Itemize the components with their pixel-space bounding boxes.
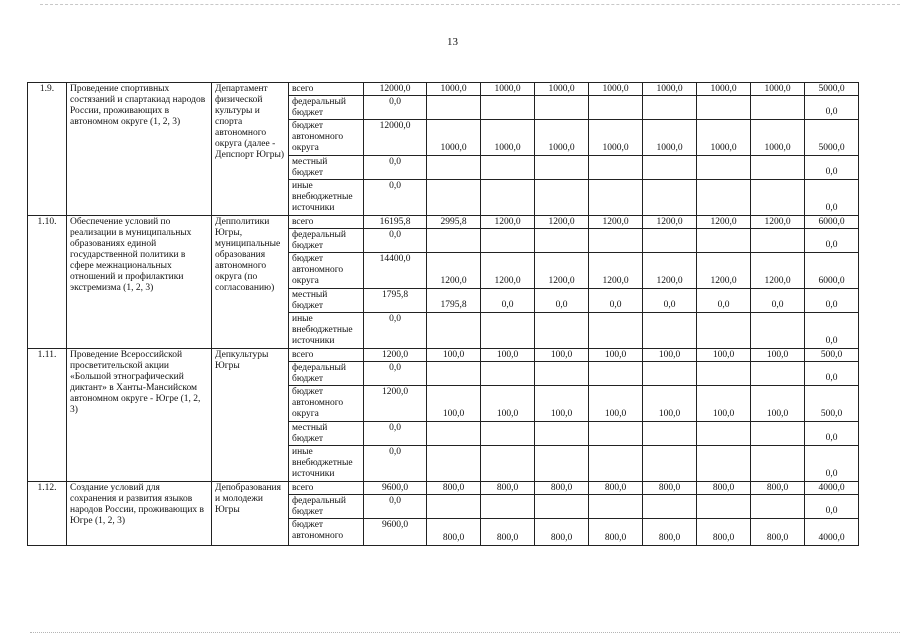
year-amount: 100,0 (751, 386, 805, 422)
final-period-amount: 0,0 (805, 495, 859, 519)
year-amount (643, 446, 697, 482)
year-amount (589, 96, 643, 120)
total-amount: 0,0 (364, 229, 427, 253)
total-amount: 9600,0 (364, 482, 427, 495)
total-amount: 14400,0 (364, 253, 427, 289)
year-amount: 1000,0 (751, 120, 805, 156)
year-amount (535, 180, 589, 216)
final-period-amount: 0,0 (805, 180, 859, 216)
total-amount: 0,0 (364, 96, 427, 120)
year-amount: 100,0 (427, 349, 481, 362)
final-period-amount: 0,0 (805, 446, 859, 482)
year-amount (697, 495, 751, 519)
funding-source-label: федеральный бюджет (289, 362, 364, 386)
year-amount: 1000,0 (481, 83, 535, 96)
total-amount: 0,0 (364, 313, 427, 349)
year-amount: 1000,0 (751, 83, 805, 96)
year-amount (697, 313, 751, 349)
funding-source-label: местный бюджет (289, 289, 364, 313)
year-amount (535, 229, 589, 253)
year-amount: 800,0 (697, 482, 751, 495)
year-amount (427, 229, 481, 253)
year-amount (427, 446, 481, 482)
year-amount: 800,0 (643, 482, 697, 495)
funding-source-label: федеральный бюджет (289, 229, 364, 253)
year-amount: 0,0 (535, 289, 589, 313)
year-amount: 1000,0 (535, 120, 589, 156)
year-amount (535, 495, 589, 519)
year-amount (535, 313, 589, 349)
funding-source-label: всего (289, 349, 364, 362)
year-amount: 1200,0 (697, 253, 751, 289)
scan-artifact-bottom (30, 632, 900, 634)
year-amount: 1000,0 (589, 120, 643, 156)
final-period-amount: 0,0 (805, 362, 859, 386)
year-amount (589, 156, 643, 180)
year-amount: 1200,0 (481, 216, 535, 229)
year-amount (427, 495, 481, 519)
year-amount (697, 422, 751, 446)
year-amount (427, 156, 481, 180)
year-amount: 800,0 (427, 482, 481, 495)
year-amount: 1000,0 (697, 83, 751, 96)
responsible-executor: Депобразования и молодежи Югры (212, 482, 289, 546)
year-amount (481, 229, 535, 253)
total-amount: 0,0 (364, 180, 427, 216)
activity-number: 1.9. (28, 83, 67, 216)
final-period-amount: 500,0 (805, 349, 859, 362)
funding-source-label: бюджет автономного округа (289, 253, 364, 289)
year-amount: 1200,0 (535, 216, 589, 229)
year-amount: 100,0 (697, 349, 751, 362)
year-amount (697, 446, 751, 482)
total-amount: 9600,0 (364, 519, 427, 546)
year-amount (751, 180, 805, 216)
year-amount: 100,0 (751, 349, 805, 362)
year-amount (751, 156, 805, 180)
year-amount (643, 362, 697, 386)
year-amount: 100,0 (427, 386, 481, 422)
year-amount: 1200,0 (751, 216, 805, 229)
year-amount (589, 313, 643, 349)
funding-source-label: всего (289, 216, 364, 229)
year-amount (589, 180, 643, 216)
year-amount (589, 362, 643, 386)
year-amount: 100,0 (697, 386, 751, 422)
table-row (28, 83, 859, 96)
year-amount (535, 362, 589, 386)
year-amount (751, 422, 805, 446)
year-amount: 1200,0 (751, 253, 805, 289)
activity-number: 1.11. (28, 349, 67, 482)
final-period-amount: 4000,0 (805, 519, 859, 546)
funding-source-label: федеральный бюджет (289, 495, 364, 519)
year-amount (751, 313, 805, 349)
year-amount (481, 446, 535, 482)
year-amount (697, 180, 751, 216)
year-amount: 100,0 (535, 386, 589, 422)
total-amount: 0,0 (364, 422, 427, 446)
year-amount: 100,0 (481, 349, 535, 362)
final-period-amount: 5000,0 (805, 120, 859, 156)
total-amount: 0,0 (364, 495, 427, 519)
final-period-amount: 500,0 (805, 386, 859, 422)
year-amount (427, 362, 481, 386)
year-amount (589, 495, 643, 519)
year-amount: 800,0 (643, 519, 697, 546)
year-amount (427, 422, 481, 446)
year-amount: 1200,0 (643, 216, 697, 229)
final-period-amount: 4000,0 (805, 482, 859, 495)
funding-source-label: иные внебюджетные источники (289, 180, 364, 216)
total-amount: 1795,8 (364, 289, 427, 313)
table-row (28, 216, 859, 229)
final-period-amount: 0,0 (805, 313, 859, 349)
year-amount (751, 229, 805, 253)
year-amount (481, 313, 535, 349)
year-amount (535, 422, 589, 446)
year-amount: 1000,0 (589, 83, 643, 96)
year-amount: 1795,8 (427, 289, 481, 313)
year-amount (643, 313, 697, 349)
final-period-amount: 0,0 (805, 289, 859, 313)
total-amount: 16195,8 (364, 216, 427, 229)
year-amount (643, 495, 697, 519)
final-period-amount: 5000,0 (805, 83, 859, 96)
year-amount (643, 156, 697, 180)
year-amount (697, 156, 751, 180)
year-amount (427, 313, 481, 349)
year-amount (643, 180, 697, 216)
page-number: 13 (447, 36, 458, 48)
year-amount: 0,0 (751, 289, 805, 313)
year-amount: 1200,0 (535, 253, 589, 289)
year-amount (481, 495, 535, 519)
year-amount: 800,0 (589, 519, 643, 546)
year-amount: 100,0 (643, 349, 697, 362)
year-amount (427, 96, 481, 120)
total-amount: 0,0 (364, 156, 427, 180)
year-amount: 1200,0 (589, 253, 643, 289)
year-amount: 800,0 (535, 519, 589, 546)
total-amount: 1200,0 (364, 349, 427, 362)
total-amount: 0,0 (364, 362, 427, 386)
year-amount (481, 180, 535, 216)
funding-source-label: всего (289, 83, 364, 96)
year-amount: 800,0 (589, 482, 643, 495)
year-amount: 1000,0 (481, 120, 535, 156)
year-amount: 1200,0 (589, 216, 643, 229)
funding-source-label: иные внебюджетные источники (289, 446, 364, 482)
year-amount (535, 446, 589, 482)
year-amount: 800,0 (751, 519, 805, 546)
activity-name: Проведение Всероссийской просветительской акции «Большой этнографический диктант» в Ханты-Мансийском автономном округе - Югре (1, 2, 3) (67, 349, 212, 482)
year-amount (751, 446, 805, 482)
activity-name: Создание условий для сохранения и развития языков народов России, проживающих в Югре (1, 2, 3) (67, 482, 212, 546)
year-amount (427, 180, 481, 216)
total-amount: 12000,0 (364, 83, 427, 96)
year-amount (697, 96, 751, 120)
funding-source-label: иные внебюджетные источники (289, 313, 364, 349)
table-row (28, 482, 859, 495)
year-amount (481, 96, 535, 120)
scan-artifact-top (40, 4, 900, 6)
year-amount (589, 446, 643, 482)
year-amount: 800,0 (535, 482, 589, 495)
year-amount: 1200,0 (427, 253, 481, 289)
year-amount (751, 362, 805, 386)
year-amount: 800,0 (427, 519, 481, 546)
funding-source-label: местный бюджет (289, 422, 364, 446)
year-amount (481, 362, 535, 386)
final-period-amount: 0,0 (805, 422, 859, 446)
final-period-amount: 6000,0 (805, 216, 859, 229)
year-amount (697, 362, 751, 386)
year-amount (751, 96, 805, 120)
year-amount: 1000,0 (643, 83, 697, 96)
year-amount: 0,0 (589, 289, 643, 313)
year-amount: 100,0 (481, 386, 535, 422)
year-amount (697, 229, 751, 253)
year-amount: 0,0 (697, 289, 751, 313)
year-amount: 800,0 (481, 519, 535, 546)
year-amount (751, 495, 805, 519)
year-amount (589, 422, 643, 446)
year-amount: 100,0 (589, 386, 643, 422)
year-amount: 1000,0 (427, 120, 481, 156)
final-period-amount: 0,0 (805, 96, 859, 120)
activity-name: Обеспечение условий по реализации в муниципальных образованиях единой государственной политики в сфере межнациональных отношений и профилактики экстремизма (1, 2, 3) (67, 216, 212, 349)
year-amount (535, 156, 589, 180)
year-amount: 0,0 (643, 289, 697, 313)
funding-source-label: бюджет автономного (289, 519, 364, 546)
year-amount (589, 229, 643, 253)
year-amount: 800,0 (481, 482, 535, 495)
year-amount: 1000,0 (697, 120, 751, 156)
year-amount: 2995,8 (427, 216, 481, 229)
activity-number: 1.12. (28, 482, 67, 546)
funding-source-label: бюджет автономного округа (289, 120, 364, 156)
year-amount (481, 156, 535, 180)
year-amount: 100,0 (643, 386, 697, 422)
year-amount: 800,0 (751, 482, 805, 495)
year-amount: 1000,0 (535, 83, 589, 96)
responsible-executor: Депполитики Югры, муниципальные образования автономного округа (по согласованию) (212, 216, 289, 349)
year-amount (643, 422, 697, 446)
final-period-amount: 6000,0 (805, 253, 859, 289)
funding-source-label: федеральный бюджет (289, 96, 364, 120)
year-amount (481, 422, 535, 446)
year-amount (643, 96, 697, 120)
final-period-amount: 0,0 (805, 229, 859, 253)
funding-source-label: местный бюджет (289, 156, 364, 180)
funding-source-label: бюджет автономного округа (289, 386, 364, 422)
year-amount: 100,0 (589, 349, 643, 362)
year-amount: 100,0 (535, 349, 589, 362)
program-financing-table (27, 82, 859, 546)
year-amount (643, 229, 697, 253)
funding-source-label: всего (289, 482, 364, 495)
year-amount: 1000,0 (643, 120, 697, 156)
year-amount: 1000,0 (427, 83, 481, 96)
year-amount (535, 96, 589, 120)
year-amount: 800,0 (697, 519, 751, 546)
total-amount: 12000,0 (364, 120, 427, 156)
year-amount: 1200,0 (643, 253, 697, 289)
year-amount: 0,0 (481, 289, 535, 313)
responsible-executor: Депкультуры Югры (212, 349, 289, 482)
final-period-amount: 0,0 (805, 156, 859, 180)
table-row (28, 349, 859, 362)
activity-name: Проведение спортивных состязаний и спартакиад народов России, проживающих в автономном округе (1, 2, 3) (67, 83, 212, 216)
activity-number: 1.10. (28, 216, 67, 349)
year-amount: 1200,0 (481, 253, 535, 289)
total-amount: 1200,0 (364, 386, 427, 422)
year-amount: 1200,0 (697, 216, 751, 229)
responsible-executor: Департамент физической культуры и спорта автономного округа (далее - Депспорт Югры) (212, 83, 289, 216)
total-amount: 0,0 (364, 446, 427, 482)
